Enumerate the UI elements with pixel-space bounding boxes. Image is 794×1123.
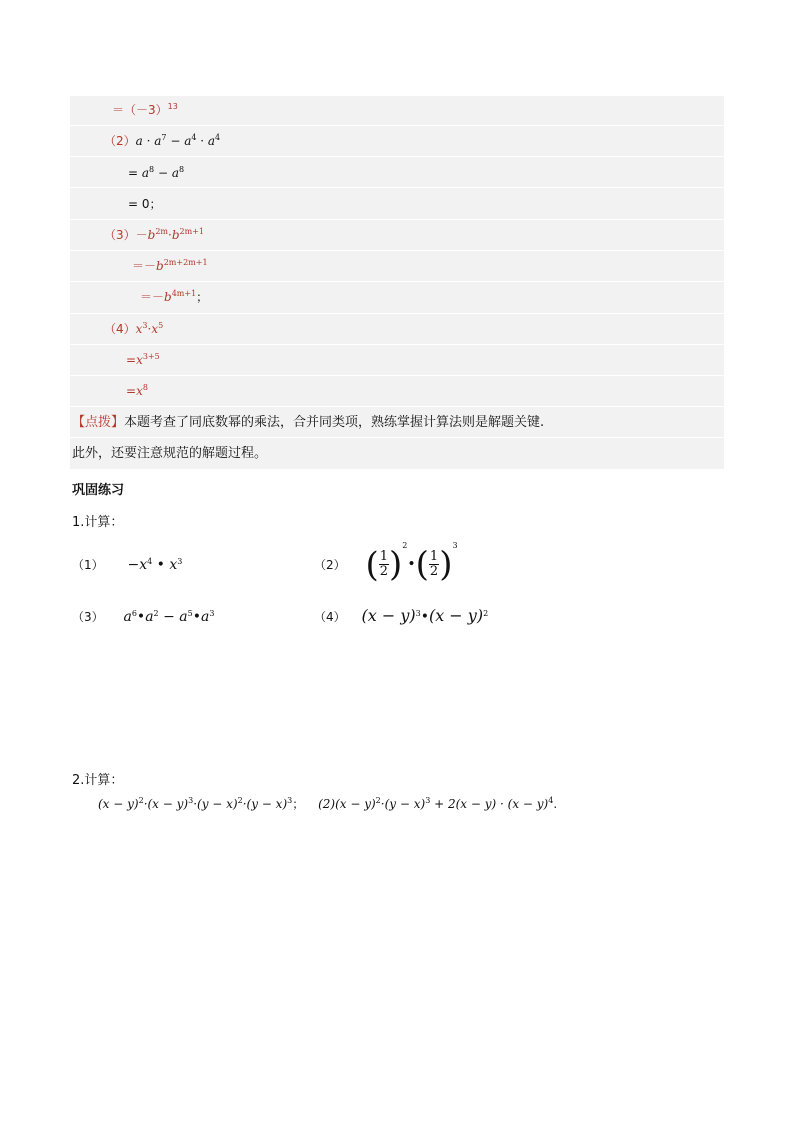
question-1-label: 1.计算： [72,515,124,530]
tip-note-continued: 此外，还要注意规范的解题过程。 [72,446,268,461]
exercise-4: （4） $(x - y)^3•(x - y)^2$ [314,606,489,625]
solution-row [70,375,724,406]
section-heading: 巩固练习 [72,483,125,498]
step-line-7: $=-b^{4m+1}$； [140,289,209,304]
tip-tag: 【点拨】 [72,415,125,430]
step-line-10: $=x^8$ [126,383,148,398]
solution-row [70,344,724,375]
step-line-6: $=-b^{2m+2m+1}$ [132,258,208,273]
solution-row [70,187,724,218]
step-line-1: $=(-3)^{13}$ [112,102,178,117]
step-line-9: $=x^{3+5}$ [126,352,160,367]
tip-note [72,416,544,430]
exercise-1: $(1) -x^4$ • $x^3$ [72,557,183,573]
step-line-3: = $a^8 - a^8$ [128,165,185,180]
solution-row [70,313,724,344]
fraction: $\frac{1}{2}$ [379,549,389,579]
fraction: $\frac{1}{2}$ [429,549,439,579]
solution-block [70,95,724,469]
step-line-5: $(3)-b^{2m}\cdot b^{2m+1}$ [104,227,205,242]
exercise-2: （2） ( $\frac{1}{2}$ )$^2$•( $\frac{1}{2}$ )$^3$ [314,541,458,585]
step-line-4: = 0； [128,197,162,211]
question-2-expression: $(x - y)^2\cdot(x - y)^3\cdot(y - x)^2\cdot(y - x)^3$； $(2)(x - y)^2\cdot(y - x)^3 + 2(x - y) \cdot (x - y)^4$. [98,796,558,811]
question-2-label: 2.计算： [72,773,124,788]
step-line-8: $(4)x^3\cdot x^5$ [104,321,164,336]
tip-text: 本题考查了同底数幂的乘法，合并同类项，熟练掌握计算法则是解题关键. [124,415,545,430]
step-line-2: $(2)a \cdot a^7 - a^4 \cdot a^4$ [104,133,221,148]
exercise-3: （3） $a^6•a^2$ − $a^5•a^3$ [72,609,215,625]
